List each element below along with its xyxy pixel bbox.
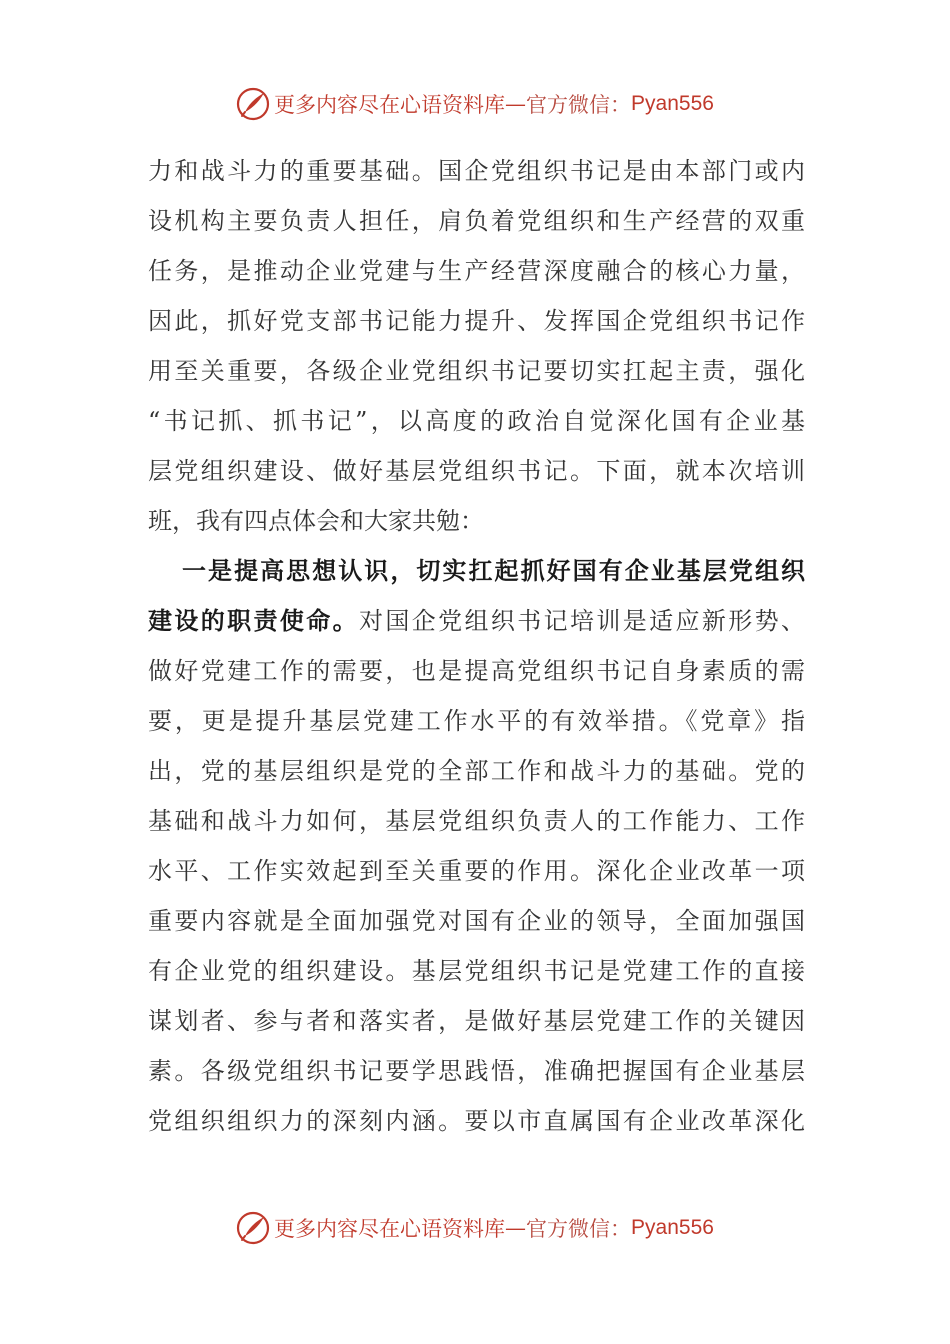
banner-wechat-id: Pyan556 — [631, 1216, 714, 1239]
banner-wechat-label: 官方微信： — [526, 93, 632, 117]
text-line: 要，更是提升基层党建工作水平的有效举措。《党章》指 — [148, 707, 805, 735]
paragraph-heading-end: 建设的职责使命。 — [148, 606, 359, 635]
text-line: 力和战斗力的重要基础。国企党组织书记是由本部门或内 — [148, 157, 805, 185]
document-body — [148, 146, 805, 1146]
banner-dash: — — [505, 1216, 527, 1240]
footer-banner — [0, 1208, 950, 1248]
text-line: 任务，是推动企业党建与生产经营深度融合的核心力量， — [148, 257, 805, 285]
text-line: 因此，抓好党支部书记能力提升、发挥国企党组织书记作 — [148, 307, 805, 335]
banner-dash: — — [505, 92, 527, 116]
text-line: 出，党的基层组织是党的全部工作和战斗力的基础。党的 — [148, 757, 805, 785]
text-line: 党组织组织力的深刻内涵。要以市直属国有企业改革深化 — [148, 1107, 805, 1135]
paragraph-1 — [148, 146, 805, 546]
paragraph-heading-line: 一是提高思想认识，切实扛起抓好国有企业基层党组织 — [182, 556, 805, 585]
header-banner — [0, 84, 950, 124]
text-span: 对国企党组织书记培训是适应新形势、 — [359, 607, 805, 635]
text-line: 做好党建工作的需要，也是提高党组织书记自身素质的需 — [148, 657, 805, 685]
text-line: “书记抓、抓书记”，以高度的政治自觉深化国有企业基 — [148, 407, 805, 435]
paragraph-2 — [148, 546, 805, 1146]
quill-logo-icon — [236, 87, 270, 121]
text-line: 水平、工作实效起到至关重要的作用。深化企业改革一项 — [148, 857, 805, 885]
text-line: 基础和战斗力如何，基层党组织负责人的工作能力、工作 — [148, 807, 805, 835]
banner-site-text: 更多内容尽在心语资料库 — [274, 93, 506, 117]
text-line: 层党组织建设、做好基层党组织书记。下面，就本次培训 — [148, 457, 805, 485]
banner-wechat-label: 官方微信： — [526, 1217, 632, 1241]
text-line — [148, 596, 805, 646]
text-line: 谋划者、参与者和落实者，是做好基层党建工作的关键因 — [148, 1007, 805, 1035]
quill-logo-icon — [236, 1211, 270, 1245]
text-line: 用至关重要，各级企业党组织书记要切实扛起主责，强化 — [148, 357, 805, 385]
text-line: 重要内容就是全面加强党对国有企业的领导，全面加强国 — [148, 907, 805, 935]
text-line: 班，我有四点体会和大家共勉： — [148, 507, 484, 535]
text-line: 设机构主要负责人担任，肩负着党组织和生产经营的双重 — [148, 207, 805, 235]
text-line: 有企业党的组织建设。基层党组织书记是党建工作的直接 — [148, 957, 805, 985]
banner-wechat-id: Pyan556 — [631, 92, 714, 115]
text-line: 素。各级党组织书记要学思践悟，准确把握国有企业基层 — [148, 1057, 805, 1085]
banner-site-text: 更多内容尽在心语资料库 — [274, 1217, 506, 1241]
